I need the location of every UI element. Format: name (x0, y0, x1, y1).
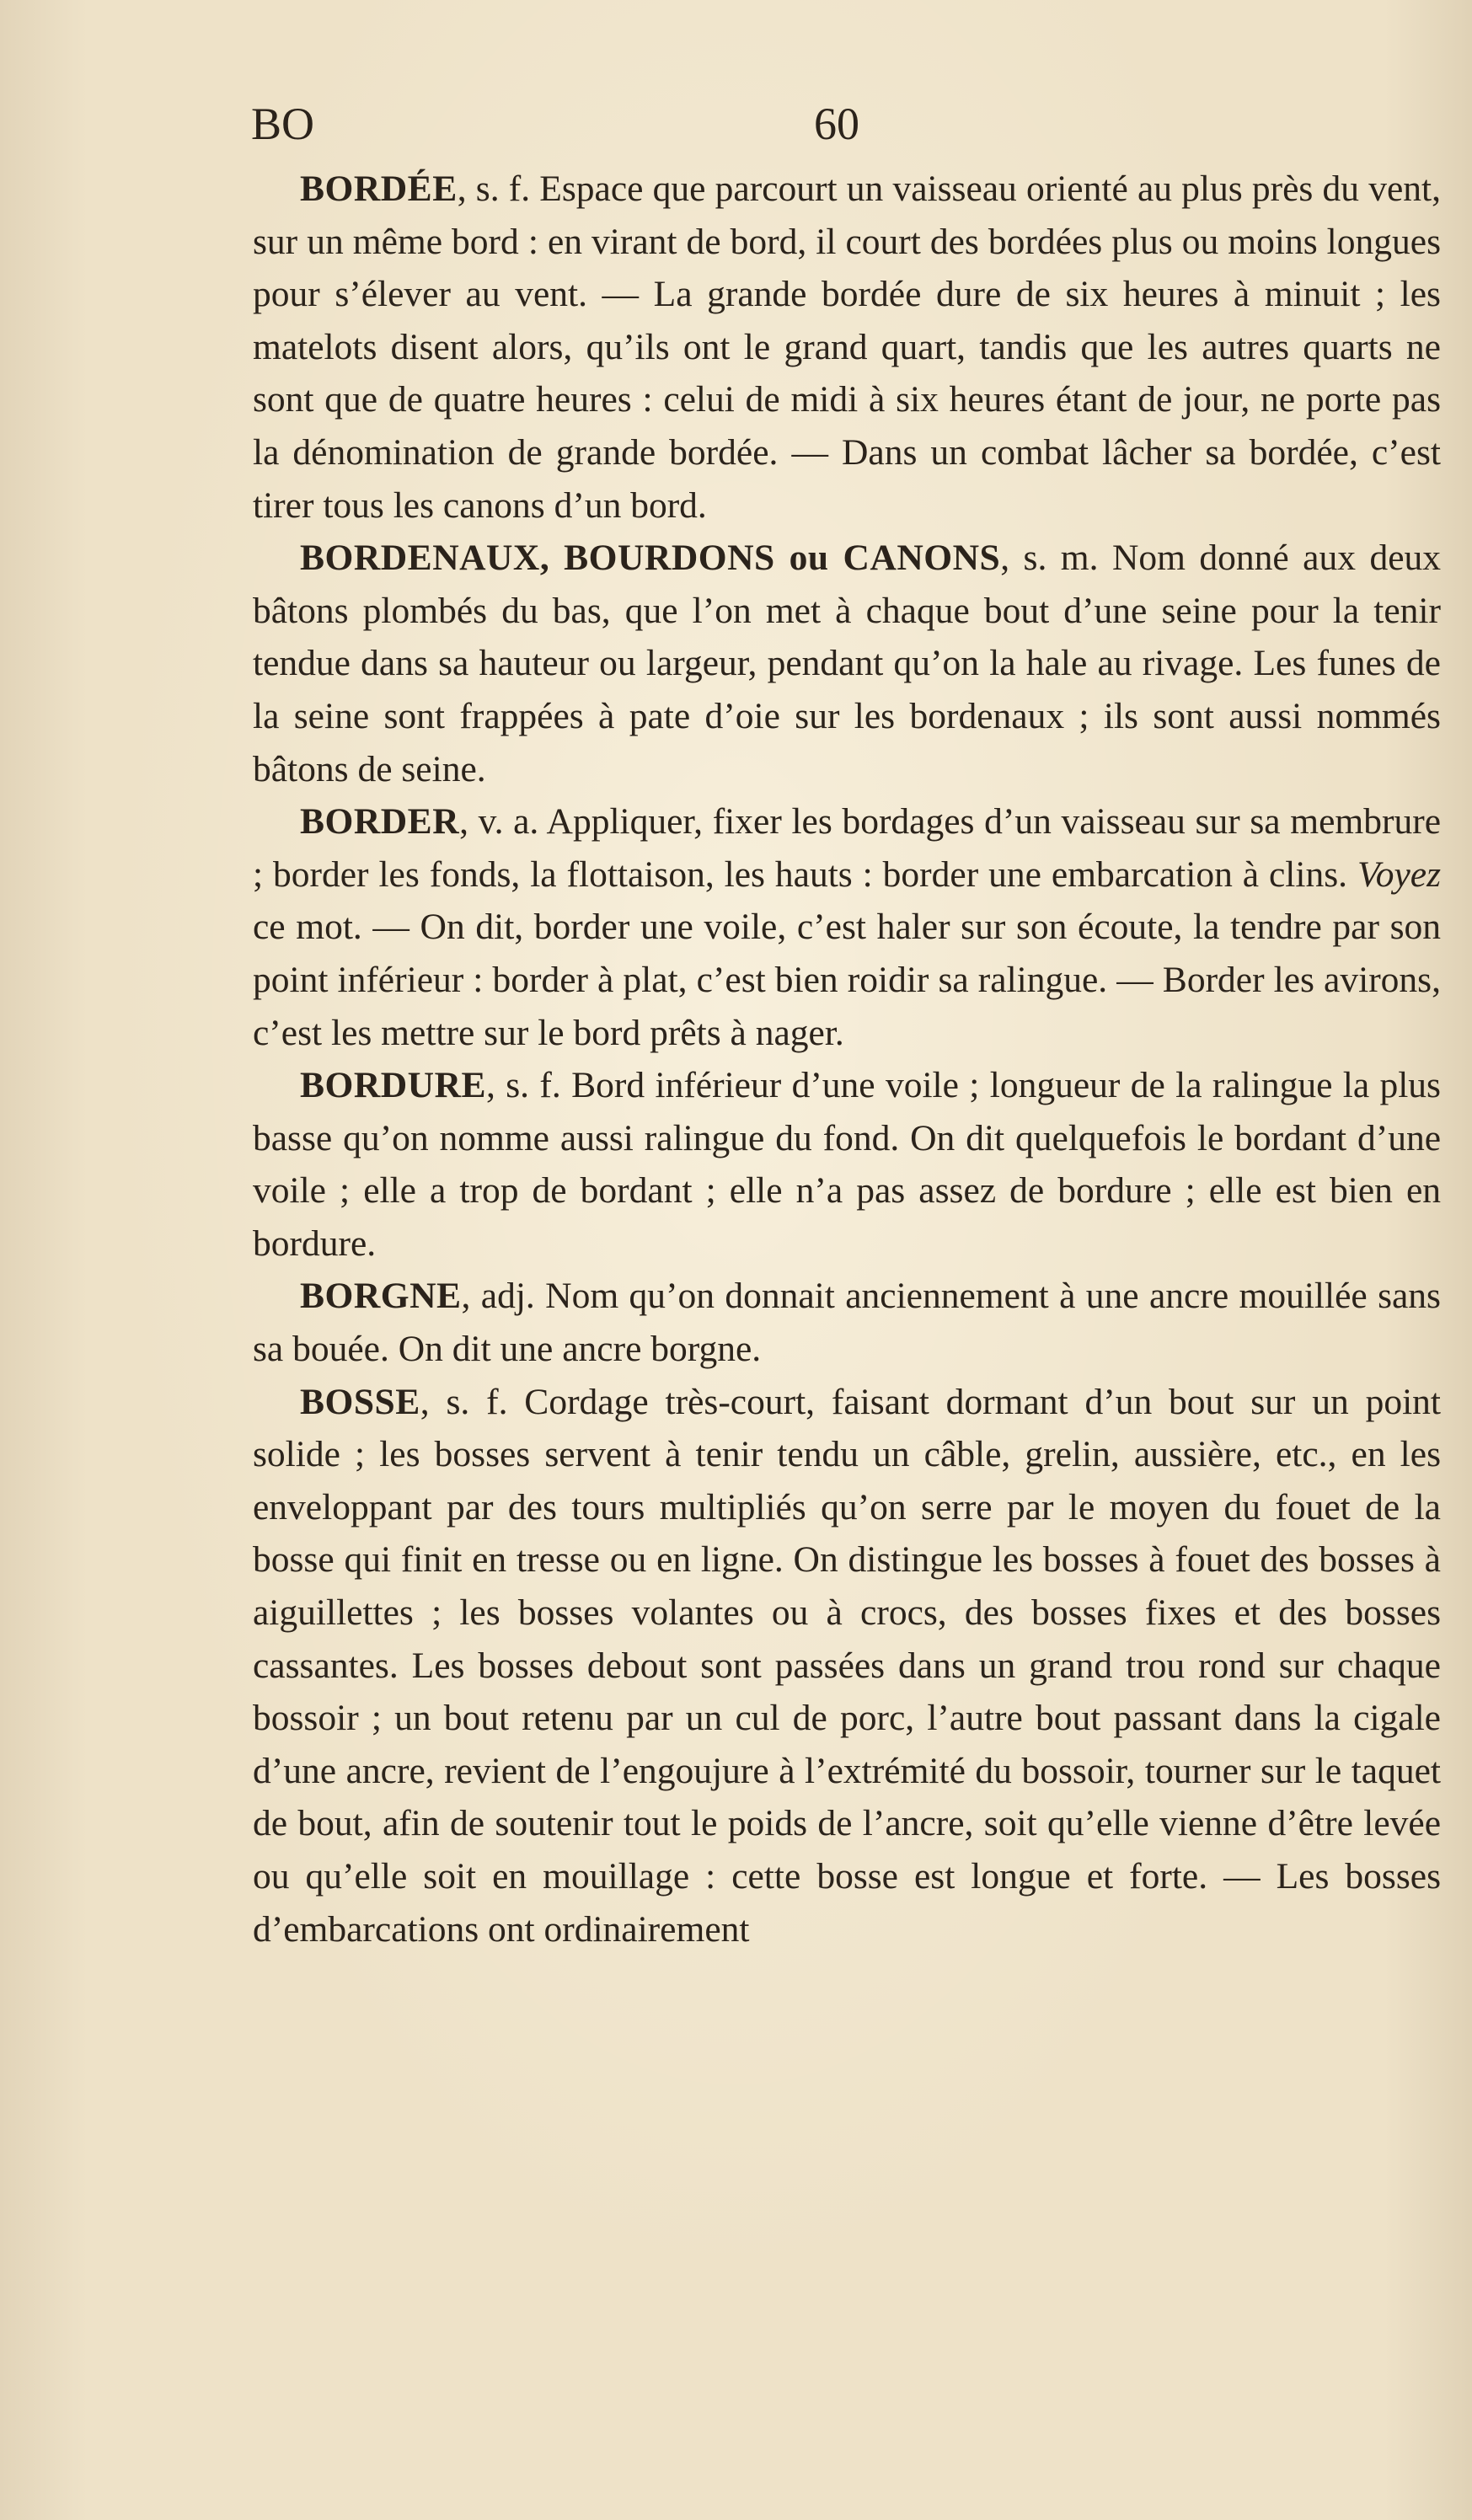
running-head (251, 94, 1448, 153)
headword: BORDURE (300, 1065, 487, 1106)
entry-text: Nom qu’on donnait anciennement à une ancre mouillée sans sa bouée. On dit une ancre borgne. (253, 1276, 1441, 1370)
grammar-label: , s. m. (1000, 538, 1099, 579)
grammar-label: , adj. (461, 1276, 535, 1317)
entry-text: Nom donné aux deux bâtons plombés du bas, que l’on met à chaque bout d’une seine pour la tenir tendue dans sa hauteur ou largeur, pendant qu’on la hale au rivage. Les funes de la seine sont frappées à pate d’oie sur les bordenaux ; ils sont aussi nommés bâtons de seine. (253, 538, 1441, 789)
headword: BORGNE (300, 1276, 462, 1317)
entry-text: Appliquer, fixer les bordages d’un vaisseau sur sa membrure ; border les fonds, la flottaison, les hauts : border une embarcation à clins. (253, 801, 1441, 895)
entry-text: Cordage très-court, faisant dormant d’un bout sur un point solide ; les bosses servent à tenir tendu un câble, grelin, aussière, etc., en les enveloppant par des tours multipliés qu’on serre par le moyen du fouet de la bosse qui finit en tresse ou en ligne. On distingue les bosses à fouet des bosses à aiguillettes ; les bosses volantes ou à crocs, des bosses fixes et des bosses cassantes. Les bosses debout sont passées dans un grand trou rond sur chaque bossoir ; un bout retenu par un cul de porc, l’autre bout passant dans la cigale d’une ancre, revient de l’engoujure à l’extrémité du bossoir, tourner sur le taquet de bout, afin de soutenir tout le poids de l’ancre, soit qu’elle vienne d’être levée ou qu’elle soit en mouillage : cette bosse est longue et forte. — Les bosses d’embarcations ont ordinairement (253, 1381, 1441, 1950)
dictionary-text (253, 163, 1441, 1956)
entry-bosse (253, 1376, 1441, 1956)
grammar-label: , s. f. (457, 169, 531, 209)
entry-text: Espace que parcourt un vaisseau orienté au plus près du vent, sur un même bord : en virant de bord, il court des bordées plus ou moins longues pour s’élever au vent. — La grande bordée dure de six heures à minuit ; les matelots disent alors, qu’ils ont le grand quart, tandis que les autres quarts ne sont que de quatre heures : celui de midi à six heures étant de jour, ne porte pas la dénomination de grande bordée. — Dans un combat lâcher sa bordée, c’est tirer tous les canons d’un bord. (253, 169, 1441, 526)
grammar-label: , s. f. (486, 1065, 561, 1106)
headword: BORDER (300, 801, 460, 843)
entry-borgne (253, 1270, 1441, 1375)
headword: BOSSE (300, 1381, 420, 1422)
headword: BORDENAUX, BOURDONS ou CANONS (300, 538, 1001, 579)
running-head-word: BO (251, 99, 315, 149)
entry-text: Bord inférieur d’une voile ; longueur de la ralingue la plus basse qu’on nomme aussi ralingue du fond. On dit quelquefois le bordant d’une voile ; elle a trop de bordant ; elle n’a pas assez de bordure ; elle est bien en bordure. (253, 1065, 1441, 1264)
entry-bordure (253, 1059, 1441, 1270)
page-number: 60 (814, 99, 859, 149)
entry-text-continued: ce mot. — On dit, border une voile, c’est haler sur son écoute, la tendre par son point inférieur : border à plat, c’est bien roidir sa ralingue. — Border les avirons, c’est les mettre sur le bord prêts à nager. (253, 907, 1441, 1053)
entry-bordee (253, 163, 1441, 532)
headword: BORDÉE (300, 169, 458, 209)
grammar-label: , v. a. (459, 801, 539, 843)
entry-bordenaux (253, 532, 1441, 795)
grammar-label: , s. f. (420, 1381, 508, 1422)
entry-border (253, 795, 1441, 1059)
cross-reference: Voyez (1357, 853, 1441, 895)
